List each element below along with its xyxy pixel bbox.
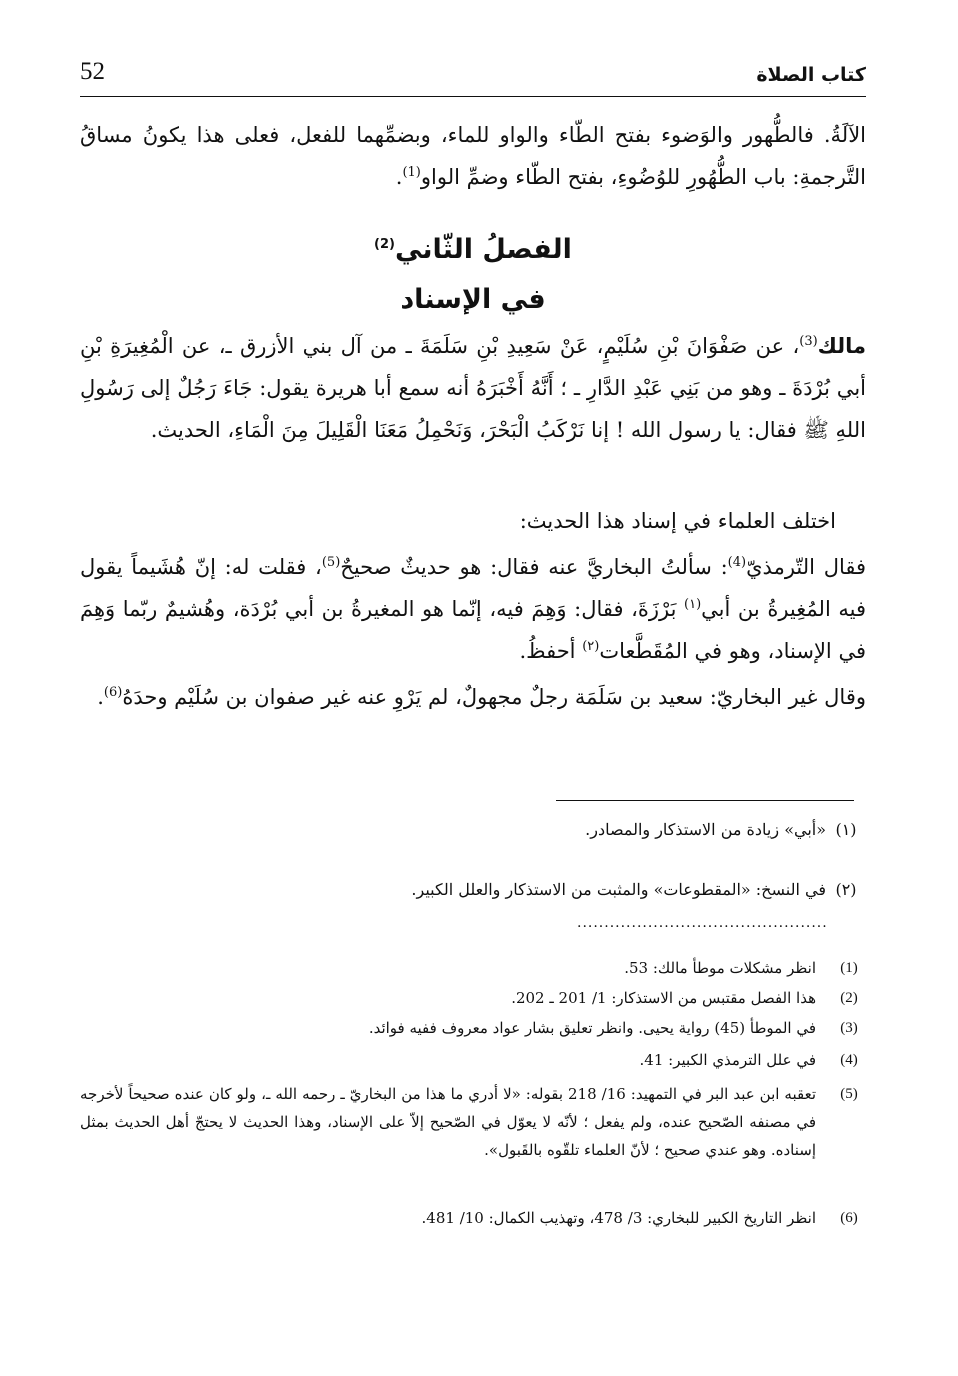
- ghayr-paragraph: وقال غير البخاريّ: سعيد بن سَلَمَة رجلٌ مجهولٌ، لم يَرْوِ عنه غير صفوان بن سُلَيْم وحدَهُ$^{(6)}$.: [97, 685, 866, 709]
- apparatus-note: (٢)في النسخ: «المقطوعات» والمثبت من الاستذكار والعلل الكبير.: [411, 880, 857, 899]
- apparatus-ref: (١): [684, 597, 702, 612]
- footnote: (2) هذا الفصل مقتبس من الاستذكار: 1/ 201 ـ 202.: [511, 989, 858, 1007]
- footnote: (4) في علل الترمذي الكبير: 41.: [639, 1051, 858, 1069]
- page-number: 52: [80, 58, 105, 85]
- footnote-ref: (2): [374, 237, 395, 252]
- tirmidhi-paragraph: فقال التّرمذيّ$^{(4)}$: سألتُ البخاريَّ عنه فقال: هو حديثٌ صحيحٌ$^{(5)}$، فقلت له: إنّ هُشَيماً يقول فيه المُغِيرةُ بن أبي$^{(١)}$ بَرْزَةَ، فقال: وَهِمَ فيه، إنّما هو المغيرةُ بن أبي بُرْدَة، وهُشيمٌ ربّما وَهِمَ في الإسناد، وهو في المُقَطَّعات$^{(٢)}$ أحفظُ.: [80, 555, 867, 663]
- chapter-title: الفصلُ الثّاني$^{(2)}$: [374, 234, 572, 265]
- footnote: (1) انظر مشكلات موطأ مالك: 53.: [624, 959, 858, 977]
- header-rule: [80, 96, 866, 97]
- footnote: (6) انظر التاريخ الكبير للبخاري: 3/ 478، وتهذيب الكمال: 10/ 481.: [421, 1209, 858, 1227]
- page-header: [80, 58, 866, 96]
- footnote: (3) في الموطأ (45) رواية يحيى. وانظر تعليق بشار عواد معروف ففيه فوائد.: [368, 1019, 858, 1037]
- ikhtalaf-paragraph: اختلف العلماء في إسناد هذا الحديث:: [519, 509, 836, 533]
- apparatus-note: (١)«أبي» زيادة من الاستذكار والمصادر.: [585, 820, 857, 839]
- footnote-ref: (1): [402, 165, 421, 180]
- dotted-separator: ..............................................: [577, 918, 828, 928]
- footnote: (5) تعقبه ابن عبد البر في التمهيد: 16/ 218 بقوله: «لا أدري ما هذا من البخاريّ ـ رحمه الله ـ، ولو كان عنده صحيحاً لأخرجه في مصنفه الصّحيح عنده، ولم يفعل ؛ لأنّه لا يعوّل في الصّحيح إلاّ على الإسناد، وهذا الحديث لا يحتجّ أهل الحديث بمثل إسناده. وهو عندي صحيح ؛ لأنّ العلماء تلقّوه بالقَبول».: [80, 1085, 858, 1159]
- hadith-paragraph: مالك$^{(3)}$، عن صَفْوَانَ بْنِ سُلَيْمٍ، عَنْ سَعِيدِ بْنِ سَلَمَةَ ـ من آل بني الأزرق ـ، عن الْمُغِيرَةِ بْنِ أبي بُرْدَةَ ـ وهو من بَنِي عَبْدِ الدَّارِ ـ ؛ أَنَّهُ أَخْبَرَهُ أنه سمع أبا هريرة يقول: جَاءَ رَجُلٌ إلى رَسُولِ اللهِ ﷺ فقال: يا رسول الله ! إنا نَرْكَبُ الْبَحْرَ، وَنَحْمِلُ مَعَنَا الْقَلِيلَ مِنَ الْمَاءِ، الحديث.: [80, 334, 866, 442]
- hadith-lead: مالك: [817, 334, 866, 358]
- running-title: كتاب الصلاة: [756, 64, 866, 86]
- footnote-ref: (6): [103, 685, 123, 700]
- chapter-subtitle: في الإسناد: [400, 284, 546, 315]
- footnote-ref: (5): [321, 555, 341, 570]
- apparatus-ref: (٢): [582, 639, 600, 654]
- footnote-ref: (4): [727, 555, 747, 570]
- footnotes-rule: [556, 800, 854, 801]
- intro-paragraph: الآلَةُ. فالطُّهور والوَضوء بفتح الطّاء والواو للماء، وبضمِّهما للفعل، فعلى هذا يكونُ مساقُ التَّرجمةِ: باب الطُّهُورِ للوُضُوءِ، بفتح الطّاء وضمِّ الواو$^{(1)}$.: [80, 123, 866, 189]
- footnote-ref: (3): [799, 334, 818, 349]
